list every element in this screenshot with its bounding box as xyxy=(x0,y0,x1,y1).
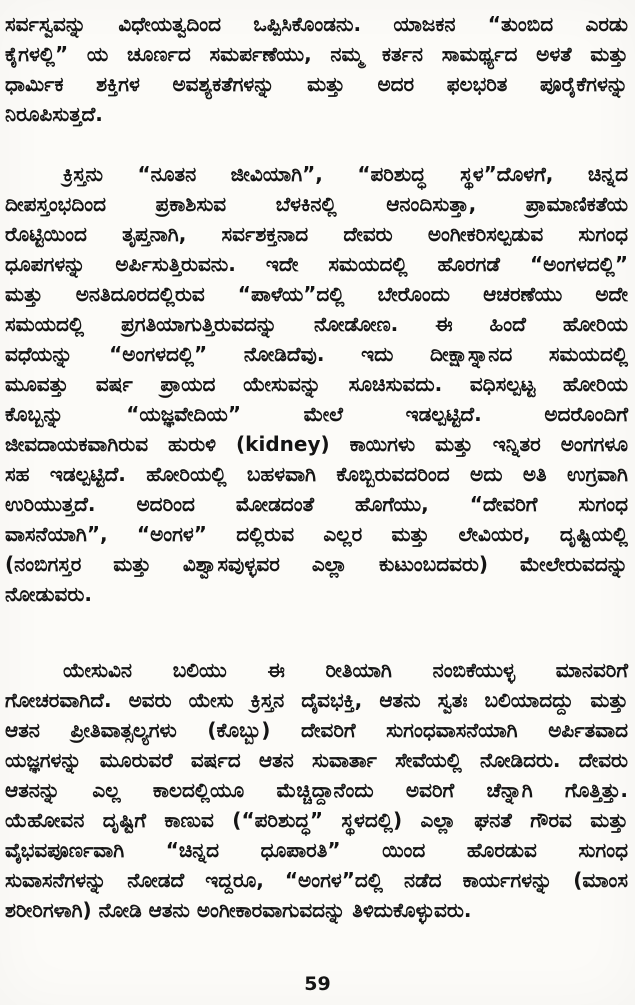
text-line: ನಿರೂಪಿಸುತ್ತದೆ. xyxy=(5,102,103,126)
text-line: ರೊಟ್ಟಿಯಿಂದ ತೃಪ್ತನಾಗಿ, ಸರ್ವಶಕ್ತನಾದ ದೇವರು ಅಂಗೀಕರಿಸಲ್ಪಡುವ ಸುಗಂಧ xyxy=(5,222,628,246)
text-line: ಆತನನ್ನು ಎಲ್ಲ ಕಾಲದಲ್ಲಿಯೂ ಮೆಚ್ಚಿದ್ದಾನೆಂದು ಅವರಿಗೆ ಚೆನ್ನಾಗಿ ಗೊತ್ತಿತ್ತು. xyxy=(5,778,628,802)
text-line: ಆತನ ಪ್ರೀತಿವಾತ್ಸಲ್ಯಗಳು (ಕೊಬ್ಬು) ದೇವರಿಗೆ ಸುಗಂಧವಾಸನೆಯಾಗಿ ಅರ್ಪಿತವಾದ xyxy=(5,718,628,742)
paragraph-2 xyxy=(5,159,628,609)
text-line: (ನಂಬಿಗಸ್ತರ ಮತ್ತು ವಿಶ್ವಾಸವುಳ್ಳವರ ಎಲ್ಲಾ ಕುಟುಂಬದವರು) ಮೇಲೇರುವದನ್ನು xyxy=(5,552,628,576)
paragraph-3 xyxy=(5,655,628,925)
text-line: ಸಹ ಇಡಲ್ಪಟ್ಟಿದೆ. ಹೋರಿಯಲ್ಲಿ ಬಹಳವಾಗಿ ಕೊಬ್ಬಿರುವದರಿಂದ ಅದು ಅತಿ ಉಗ್ರವಾಗಿ xyxy=(5,462,628,486)
text-line: ಯಜ್ಞಗಳನ್ನು ಮೂರುವರೆ ವರ್ಷದ ಆತನ ಸುವಾರ್ತಾ ಸೇವೆಯಲ್ಲಿ ನೋಡಿದರು. ದೇವರು xyxy=(5,748,628,772)
text-line: ಧೂಪಗಳನ್ನು ಅರ್ಪಿಸುತ್ತಿರುವನು. ಇದೇ ಸಮಯದಲ್ಲಿ ಹೊರಗಡೆ “ಅಂಗಳದಲ್ಲಿ” xyxy=(5,252,628,276)
page-number: 59 xyxy=(304,973,331,995)
text-line: ಧಾರ್ಮಿಕ ಶಕ್ತಿಗಳ ಅವಶ್ಯಕತೆಗಳನ್ನು ಮತ್ತು ಅದರ ಫಲಭರಿತ ಪೂರೈಕೆಗಳನ್ನು xyxy=(5,72,628,96)
text-line: ಶರೀರಿಗಳಾಗಿ) ನೋಡಿ ಆತನು ಅಂಗೀಕಾರವಾಗುವದನ್ನು ತಿಳಿದುಕೊಳ್ಳುವರು. xyxy=(5,898,472,922)
text-line: ಜೀವದಾಯಕವಾಗಿರುವ ಹುರುಳಿ (kidney) ಕಾಯಿಗಳು ಮತ್ತು ಇನ್ನಿತರ ಅಂಗಗಳೂ xyxy=(5,432,628,456)
text-line: ವೈಭವಪೂರ್ಣವಾಗಿ “ಚಿನ್ನದ ಧೂಪಾರತಿ” ಯಿಂದ ಹೊರಡುವ ಸುಗಂಧ xyxy=(5,838,628,862)
text-line: ಕ್ರಿಸ್ತನು “ನೂತನ ಜೀವಿಯಾಗಿ”, “ಪರಿಶುದ್ಧ ಸ್ಥಳ”ದೊಳಗೆ, ಚಿನ್ನದ xyxy=(63,162,628,186)
text-line: ಕೈಗಳಲ್ಲಿ” ಯ ಚೂರ್ಣದ ಸಮರ್ಪಣೆಯು, ನಮ್ಮ ಕರ್ತನ ಸಾಮರ್ಥ್ಯದ ಅಳತೆ ಮತ್ತು xyxy=(5,42,628,66)
text-line: ಮತ್ತು ಅನತಿದೂರದಲ್ಲಿರುವ “ಪಾಳೆಯ”ದಲ್ಲಿ ಬೇರೊಂದು ಆಚರಣೆಯು ಅದೇ xyxy=(5,282,628,306)
paragraph-1 xyxy=(5,9,628,129)
text-line: ಯೇಸುವಿನ ಬಲಿಯು ಈ ರೀತಿಯಾಗಿ ನಂಬಿಕೆಯುಳ್ಳ ಮಾನವರಿಗೆ xyxy=(63,658,628,682)
text-line: ಸಮಯದಲ್ಲಿ ಪ್ರಗತಿಯಾಗುತ್ತಿರುವದನ್ನು ನೋಡೋಣ. ಈ ಹಿಂದೆ ಹೋರಿಯ xyxy=(5,312,628,336)
text-line: ಯೆಹೋವನ ದೃಷ್ಟಿಗೆ ಕಾಣುವ (“ಪರಿಶುದ್ಧ” ಸ್ಥಳದಲ್ಲಿ) ಎಲ್ಲಾ ಘನತೆ ಗೌರವ ಮತ್ತು xyxy=(5,808,628,832)
text-line: ವಧೆಯನ್ನು “ಅಂಗಳದಲ್ಲಿ” ನೋಡಿದೆವು. ಇದು ದೀಕ್ಷಾಸ್ನಾನದ ಸಮಯದಲ್ಲಿ xyxy=(5,342,628,366)
text-line: ಉರಿಯುತ್ತದೆ. ಅದರಿಂದ ಮೋಡದಂತೆ ಹೊಗೆಯು, “ದೇವರಿಗೆ ಸುಗಂಧ xyxy=(5,492,628,516)
text-line: ಗೋಚರವಾಗಿದೆ. ಅವರು ಯೇಸು ಕ್ರಿಸ್ತನ ದೈವಭಕ್ತಿ, ಆತನು ಸ್ವತಃ ಬಲಿಯಾದದ್ದು ಮತ್ತು xyxy=(5,688,628,712)
text-line: ಸುವಾಸನೆಗಳನ್ನು ನೋಡದೆ ಇದ್ದರೂ, “ಅಂಗಳ”ದಲ್ಲಿ ನಡೆದ ಕಾರ್ಯಗಳನ್ನು (ಮಾಂಸ xyxy=(5,868,628,892)
text-line: ಮೂವತ್ತು ವರ್ಷ ಪ್ರಾಯದ ಯೇಸುವನ್ನು ಸೂಚಿಸುವದು. ವಧಿಸಲ್ಪಟ್ಟ ಹೋರಿಯ xyxy=(5,372,628,396)
text-line: ನೋಡುವರು. xyxy=(5,582,92,606)
text-line: ದೀಪಸ್ತಂಭದಿಂದ ಪ್ರಕಾಶಿಸುವ ಬೆಳಕಿನಲ್ಲಿ ಆನಂದಿಸುತ್ತಾ, ಪ್ರಾಮಾಣಿಕತೆಯ xyxy=(5,192,628,216)
text-line: ವಾಸನೆಯಾಗಿ”, “ಅಂಗಳ” ದಲ್ಲಿರುವ ಎಲ್ಲರ ಮತ್ತು ಲೇವಿಯರ, ದೃಷ್ಟಿಯಲ್ಲಿ xyxy=(5,522,628,546)
text-line: ಕೊಬ್ಬನ್ನು “ಯಜ್ಞವೇದಿಯ” ಮೇಲೆ ಇಡಲ್ಪಟ್ಟಿದೆ. ಅದರೊಂದಿಗೆ xyxy=(5,402,628,426)
text-line: ಸರ್ವಸ್ವವನ್ನು ವಿಧೇಯತ್ವದಿಂದ ಒಪ್ಪಿಸಿಕೊಂಡನು. ಯಾಜಕನ “ತುಂಬಿದ ಎರಡು xyxy=(5,12,628,36)
